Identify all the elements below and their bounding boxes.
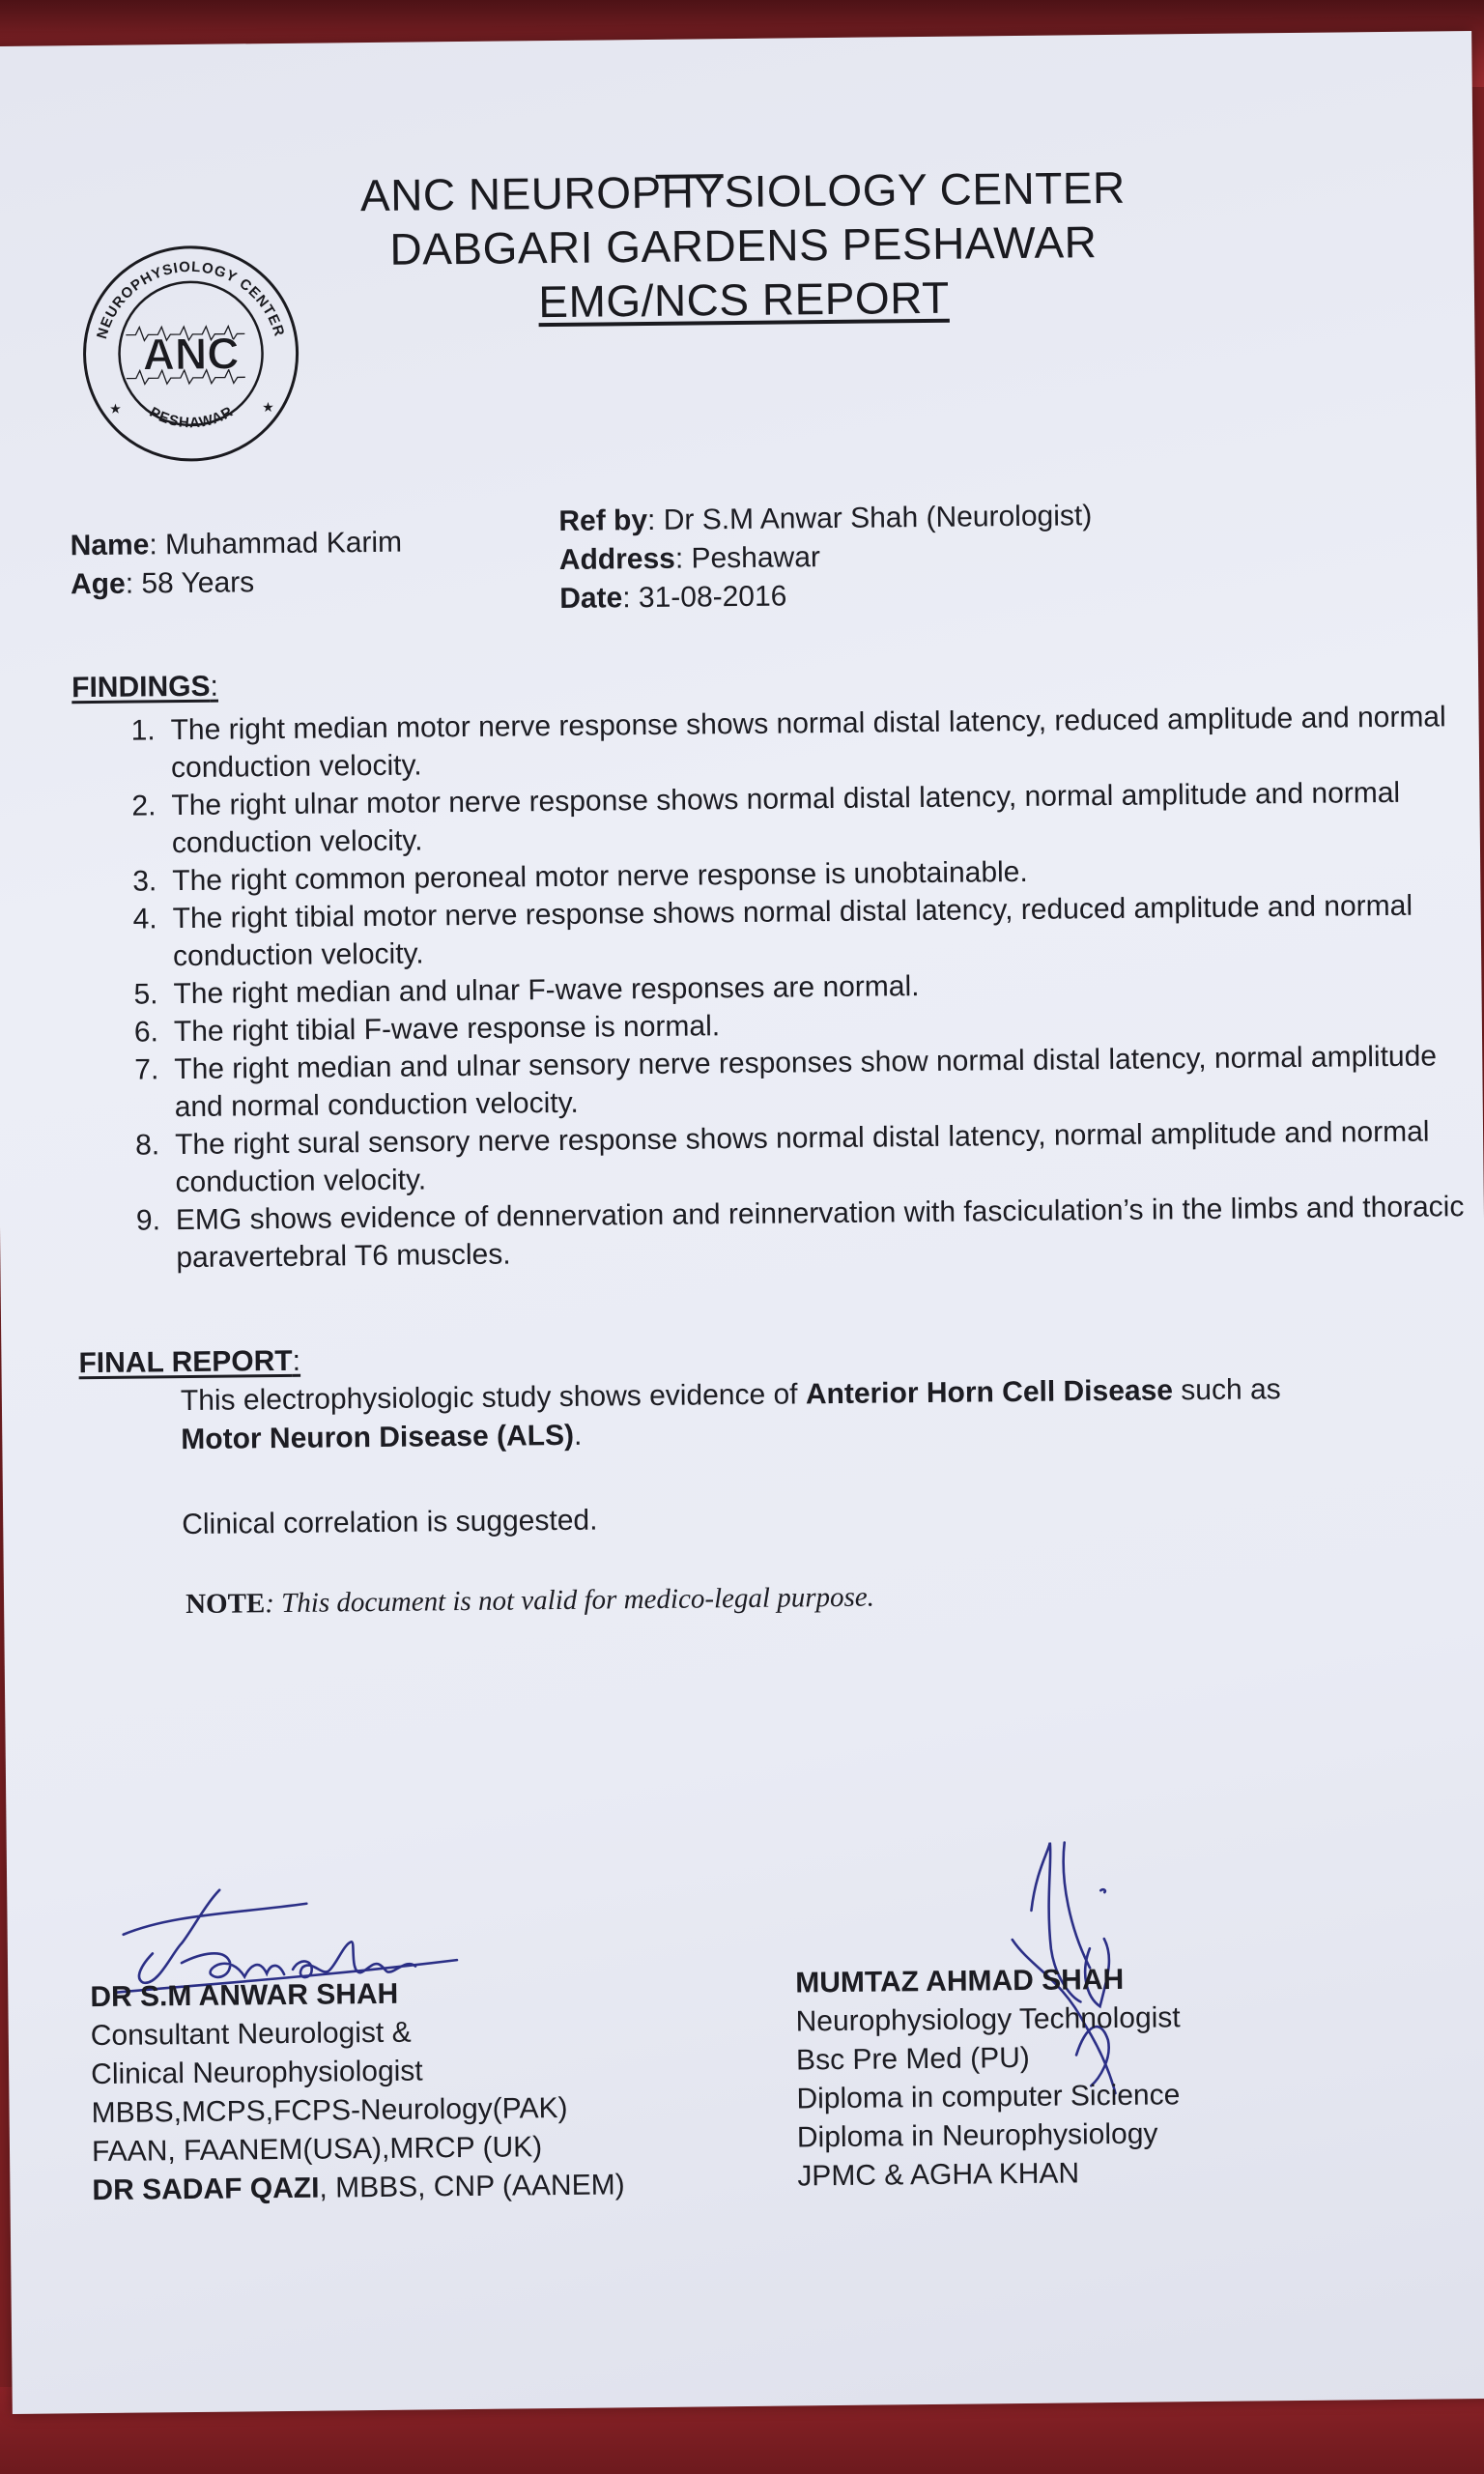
ref-label: Ref by [558, 503, 648, 537]
note-label: NOTE [185, 1588, 266, 1621]
ref-value: : Dr S.M Anwar Shah (Neurologist) [646, 500, 1093, 536]
patient-age-row [71, 562, 403, 605]
logo-arc-bottom-text: PESHAWAR [146, 403, 237, 432]
diagnosis-secondary: Motor Neuron Disease (ALS) [181, 1419, 575, 1456]
patient-info-right [558, 497, 1093, 618]
signatory-left-degrees: MBBS,MCPS,FCPS-Neurology(PAK) [91, 2091, 568, 2130]
finding-item [116, 1188, 1479, 1278]
center-name: ANC NEUROPHYSIOLOGY CENTER [359, 161, 1126, 221]
note-text: : This document is not valid for medico-legal purpose. [265, 1581, 875, 1620]
anc-logo-seal [78, 242, 302, 466]
referral-row [558, 497, 1092, 541]
svg-text:PESHAWAR [147, 403, 237, 432]
signatory-left-specialty: Clinical Neurophysiologist [91, 2055, 423, 2091]
age-label: Age [70, 567, 126, 601]
logo-arc-top-text: NEUROPHYSIOLOGY CENTER [94, 258, 288, 341]
name-label: Name [70, 529, 150, 562]
findings-heading-colon: : [210, 670, 219, 703]
finding-item [115, 1112, 1478, 1202]
findings-heading-text: FINDINGS [71, 670, 211, 705]
finding-number: 7. [134, 1053, 159, 1086]
finding-item [114, 1037, 1477, 1127]
finding-text: The right ulnar motor nerve response shows normal distal latency, normal amplitude and normal conduction velocity. [171, 776, 1401, 860]
finding-text: The right median motor nerve response shows normal distal latency, reduced amplitude and normal conduction velocity. [170, 701, 1446, 785]
patient-name-row [70, 524, 402, 566]
final-report-conclusion [181, 1368, 1481, 1459]
date-value: : 31-08-2016 [622, 580, 787, 615]
signatory-right-title: Neurophysiology Technologist [795, 2001, 1181, 2038]
signatory-right [795, 1960, 1183, 2196]
address-value: : Peshawar [674, 541, 821, 575]
patient-info-left [70, 524, 402, 605]
finding-number: 5. [133, 978, 158, 1011]
report-page [0, 31, 1484, 2414]
conclusion-text-part: . [573, 1419, 583, 1452]
finding-text: EMG shows evidence of dennervation and reinnervation with fasciculation’s in the limbs and thoracic paravertebral T6 muscles. [175, 1191, 1465, 1275]
finding-number: 4. [132, 903, 157, 935]
diagnosis-primary: Anterior Horn Cell Disease [805, 1374, 1174, 1411]
date-row [559, 574, 1093, 618]
conclusion-text-part: This electrophysiologic study shows evidence of [180, 1378, 807, 1418]
finding-text: The right tibial F-wave response is normal. [173, 1010, 721, 1049]
final-report-heading [78, 1345, 300, 1380]
logo-star-left: ★ [109, 400, 122, 417]
signatory-right-institutions: JPMC & AGHA KHAN [797, 2157, 1080, 2193]
date-label: Date [559, 582, 623, 615]
finding-number: 3. [132, 865, 157, 898]
finding-text: The right tibial motor nerve response shows normal distal latency, reduced amplitude and normal conduction velocity. [172, 889, 1413, 973]
name-value: : Muhammad Karim [149, 526, 403, 561]
logo-monogram: ANC [142, 328, 240, 380]
finding-number: 9. [135, 1204, 161, 1237]
final-report-heading-colon: : [292, 1344, 301, 1377]
findings-list [110, 698, 1478, 1278]
signatory-left-fellowships: FAAN, FAANEM(USA),MRCP (UK) [91, 2131, 543, 2169]
findings-heading [71, 671, 218, 705]
conclusion-text-part: such as [1172, 1373, 1281, 1407]
finding-number: 1. [130, 714, 156, 747]
finding-number: 6. [133, 1016, 159, 1049]
signatory-right-diploma-2: Diploma in Neurophysiology [796, 2117, 1158, 2154]
finding-item [111, 773, 1474, 863]
finding-item [110, 698, 1473, 788]
signatory-left-title: Consultant Neurologist & [90, 2016, 412, 2053]
address-label: Address [558, 542, 676, 576]
second-doctor-credentials: , MBBS, CNP (AANEM) [319, 2169, 625, 2204]
signatory-right-degree: Bsc Pre Med (PU) [795, 2041, 1030, 2077]
address-row [559, 535, 1093, 580]
signatory-right-name: MUMTAZ AHMAD SHAH [795, 1963, 1125, 1999]
finding-text: The right common peroneal motor nerve response is unobtainable. [172, 855, 1028, 898]
logo-star-right: ★ [262, 399, 274, 416]
age-value: : 58 Years [125, 566, 255, 600]
finding-number: 2. [131, 790, 157, 822]
finding-text: The right median and ulnar F-wave responses are normal. [173, 970, 920, 1011]
finding-text: The right sural sensory nerve response shows normal distal latency, normal amplitude and normal conduction velocity. [174, 1115, 1430, 1199]
finding-text: The right median and ulnar sensory nerve responses show normal distal latency, normal amplitude and normal conduction velocity. [174, 1040, 1438, 1124]
signatory-left-second-doctor [92, 2166, 625, 2210]
final-report-heading-text: FINAL REPORT [78, 1344, 293, 1380]
signatory-left [90, 1972, 625, 2210]
center-address: DABGARI GARDENS PESHAWAR [389, 216, 1098, 274]
report-type-title: EMG/NCS REPORT [538, 272, 950, 328]
signatory-right-diploma-1: Diploma in computer Sicience [796, 2079, 1181, 2115]
legal-note [186, 1582, 874, 1621]
finding-number: 8. [134, 1129, 160, 1162]
signatory-left-name: DR S.M ANWAR SHAH [90, 1977, 399, 2014]
clinical-correlation-text: Clinical correlation is suggested. [182, 1504, 598, 1541]
second-doctor-name: DR SADAF QAZI [92, 2172, 320, 2207]
report-header [308, 159, 1180, 331]
finding-item [112, 886, 1475, 976]
